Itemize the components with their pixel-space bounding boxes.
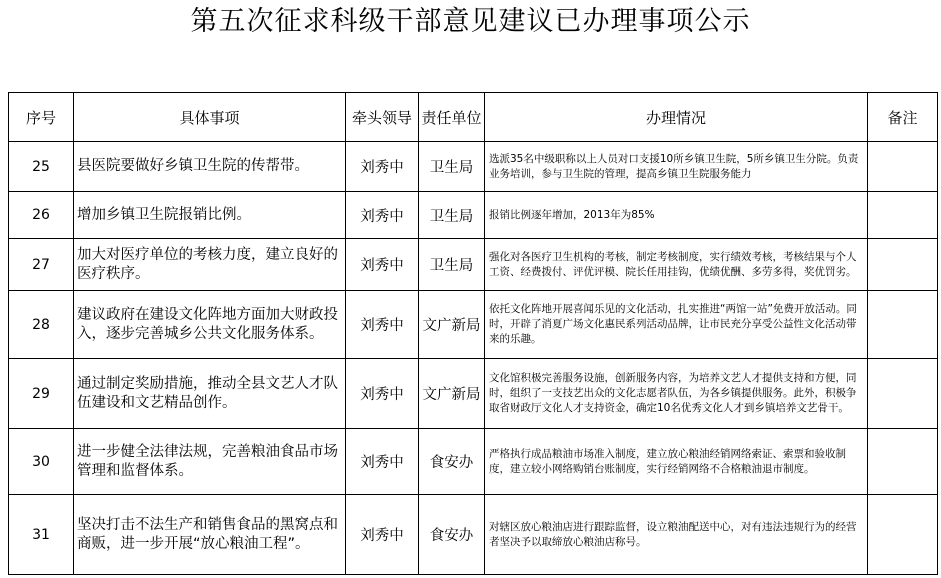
row-status: 文化馆积极完善服务设施，创新服务内容，为培养文艺人才提供支持和方便，同时，组织了一支技艺出众的文化志愿者队伍，为各乡镇提供服务。此外，积极争取省财政厅文化人才支持资金，确定10名优秀文化人才到乡镇培养文艺骨干。 [485,359,868,429]
row-note [868,495,938,575]
row-no: 31 [9,495,74,575]
row-unit: 卫生局 [419,239,485,291]
row-lead: 刘秀中 [346,192,419,239]
row-lead: 刘秀中 [346,239,419,291]
matters-table [8,92,938,575]
row-status: 强化对各医疗卫生机构的考核，制定考核制度，实行绩效考核，考核结果与个人工资、经费拨付、评优评模、院长任用挂钩，优绩优酬、多劳多得，奖优罚劣。 [485,239,868,291]
table-row [9,192,938,239]
table-row [9,359,938,429]
row-no: 26 [9,192,74,239]
row-lead: 刘秀中 [346,359,419,429]
row-no: 28 [9,291,74,359]
row-status: 依托文化阵地开展喜闻乐见的文化活动，扎实推进“两馆一站”免费开放活动。同时，开辟了消夏广场文化惠民系列活动品牌，让市民充分享受公益性文化活动带来的乐趣。 [485,291,868,359]
row-item: 进一步健全法律法规，完善粮油食品市场管理和监督体系。 [74,429,346,495]
table-row [9,495,938,575]
row-note [868,239,938,291]
row-lead: 刘秀中 [346,429,419,495]
row-unit: 卫生局 [419,192,485,239]
row-item: 坚决打击不法生产和销售食品的黑窝点和商贩，进一步开展“放心粮油工程”。 [74,495,346,575]
header-no: 序号 [9,93,74,142]
table-row [9,291,938,359]
row-note [868,359,938,429]
row-item: 加大对医疗单位的考核力度，建立良好的医疗秩序。 [74,239,346,291]
header-status: 办理情况 [485,93,868,142]
page-title: 第五次征求科级干部意见建议已办理事项公示 [190,6,751,37]
row-unit: 食安办 [419,495,485,575]
row-unit: 文广新局 [419,359,485,429]
header-note: 备注 [868,93,938,142]
header-lead: 牵头领导 [346,93,419,142]
row-unit: 卫生局 [419,142,485,192]
row-item: 增加乡镇卫生院报销比例。 [74,192,346,239]
row-no: 30 [9,429,74,495]
table-row [9,429,938,495]
table-header-row [9,93,938,142]
row-item: 建议政府在建设文化阵地方面加大财政投入，逐步完善城乡公共文化服务体系。 [74,291,346,359]
row-status: 报销比例逐年增加，2013年为85% [485,192,868,239]
row-status: 严格执行成品粮油市场准入制度，建立放心粮油经销网络索证、索票和验收制度，建立较小网络购销台账制度，实行经销网络不合格粮油退市制度。 [485,429,868,495]
row-unit: 食安办 [419,429,485,495]
row-lead: 刘秀中 [346,495,419,575]
table-row [9,142,938,192]
row-item: 县医院要做好乡镇卫生院的传帮带。 [74,142,346,192]
header-unit: 责任单位 [419,93,485,142]
row-item: 通过制定奖励措施，推动全县文艺人才队伍建设和文艺精品创作。 [74,359,346,429]
row-note [868,192,938,239]
row-status: 选派35名中级职称以上人员对口支援10所乡镇卫生院，5所乡镇卫生分院。负责业务培训，参与卫生院的管理，提高乡镇卫生院服务能力 [485,142,868,192]
row-note [868,291,938,359]
row-note [868,429,938,495]
row-no: 29 [9,359,74,429]
row-lead: 刘秀中 [346,291,419,359]
row-no: 25 [9,142,74,192]
row-no: 27 [9,239,74,291]
table-row [9,239,938,291]
row-lead: 刘秀中 [346,142,419,192]
row-note [868,142,938,192]
row-status: 对辖区放心粮油店进行跟踪监督，设立粮油配送中心，对有违法违规行为的经营者坚决予以取缔放心粮油店称号。 [485,495,868,575]
header-item: 具体事项 [74,93,346,142]
row-unit: 文广新局 [419,291,485,359]
